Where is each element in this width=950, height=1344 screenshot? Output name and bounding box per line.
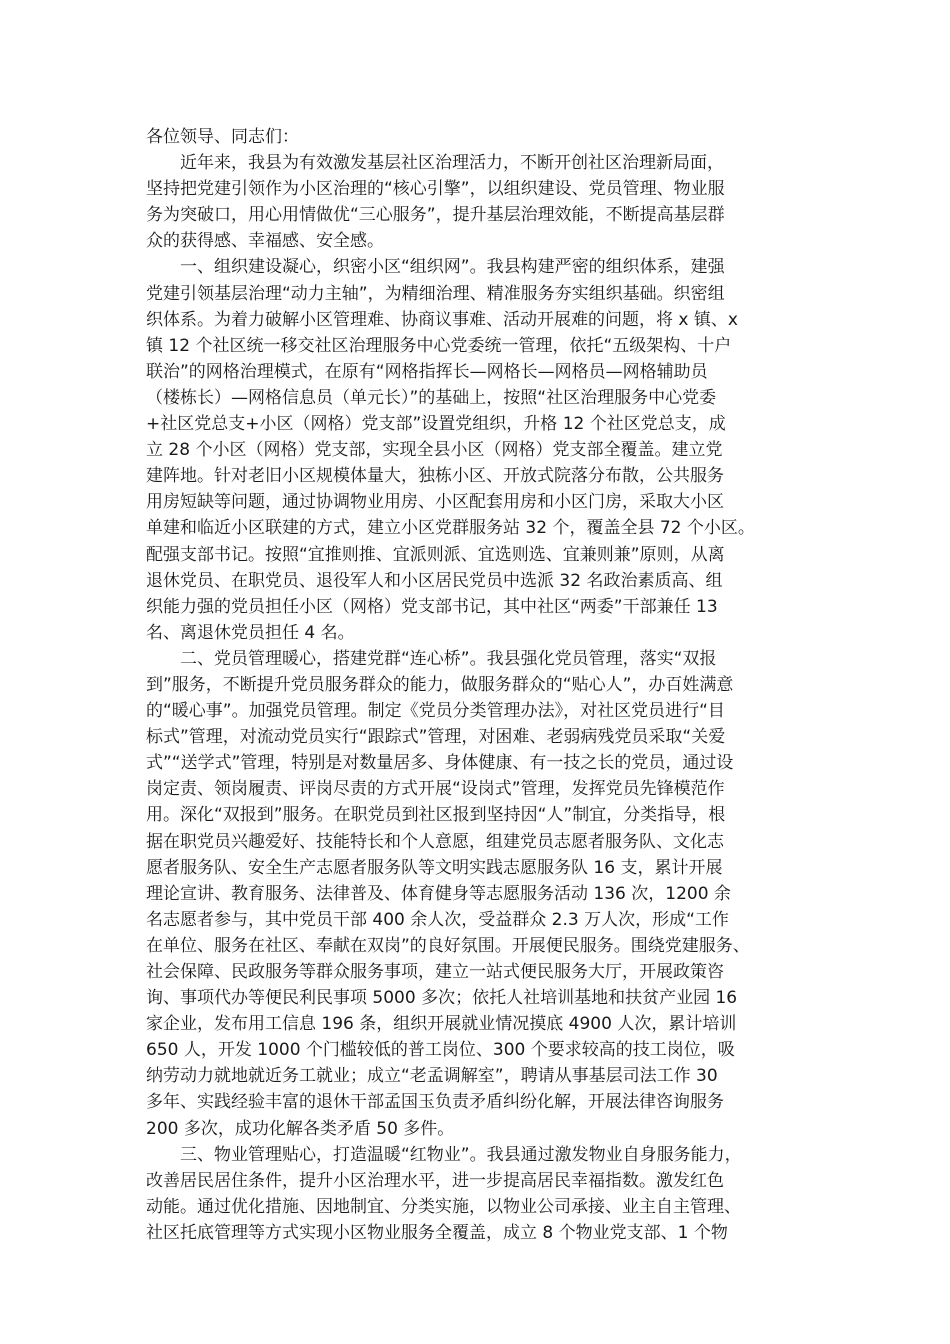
text-line: 立 28 个小区（网格）党支部，实现全县小区（网格）党支部全覆盖。建立党 (146, 440, 723, 461)
text-line: 织体系。为着力破解小区管理难、协商议事难、活动开展难的问题，将 x 镇、x (146, 309, 738, 330)
text-line: 单建和临近小区联建的方式，建立小区党群服务站 32 个，覆盖全县 72 个小区。 (146, 518, 755, 539)
text-line: 一、组织建设凝心，织密小区“组织网”。我县构建严密的组织体系，建强 (180, 257, 725, 278)
document-body (146, 124, 826, 1246)
text-line: 岗定责、领岗履责、评岗尽责的方式开展“设岗式”管理，发挥党员先锋模范作 (146, 779, 725, 800)
text-line: 式”“送学式”管理，特别是对数量居多、身体健康、有一技之长的党员，通过设 (146, 753, 734, 774)
text-line: 二、党员管理暖心，搭建党群“连心桥”。我县强化党员管理，落实“双报 (180, 648, 717, 669)
paragraph-property (146, 1142, 826, 1246)
text-line: 建阵地。针对老旧小区规模体量大，独栋小区、开放式院落分布散，公共服务 (146, 466, 724, 487)
salutation: 各位领导、同志们： (146, 127, 299, 147)
text-line: 镇 12 个社区统一移交社区治理服务中心党委统一管理，依托“五级架构、十户 (146, 335, 732, 356)
text-line: 社区托底管理等方式实现小区物业服务全覆盖，成立 8 个物业党支部、1 个物 (146, 1222, 728, 1243)
text-line: 改善居民居住条件，提升小区治理水平，进一步提高居民幸福指数。激发红色 (146, 1170, 724, 1191)
text-line: 用房短缺等问题，通过协调物业用房、小区配套用房和小区门房，采取大小区 (146, 492, 724, 513)
text-line: 众的获得感、幸福感、安全感。 (146, 231, 384, 252)
text-line: 近年来，我县为有效激发基层社区治理活力，不断开创社区治理新局面， (180, 153, 724, 174)
text-line: +社区党总支+小区（网格）党支部”设置党组织，升格 12 个社区党总支，成 (146, 414, 726, 435)
text-line: 纳劳动力就地就近务工就业；成立“老孟调解室”，聘请从事基层司法工作 30 (146, 1066, 718, 1087)
text-line: 在单位、服务在社区、奉献在双岗”的良好氛围。开展便民服务。围绕党建服务、 (146, 935, 750, 956)
text-line: 三、物业管理贴心，打造温暖“红物业”。我县通过激发物业自身服务能力， (180, 1144, 742, 1165)
text-line: 党建引领基层治理“动力主轴”，为精细治理、精准服务夯实组织基础。织密组 (146, 283, 725, 304)
text-line: 名、离退休党员担任 4 名。 (146, 622, 355, 643)
text-line: 名志愿者参与，其中党员干部 400 余人次，受益群众 2.3 万人次，形成“工作 (146, 909, 729, 930)
text-line: 织能力强的党员担任小区（网格）党支部书记，其中社区“两委”干部兼任 13 (146, 596, 718, 617)
text-line: 退休党员、在职党员、退役军人和小区居民党员中选派 32 名政治素质高、组 (146, 570, 723, 591)
text-line: （楼栋长）—网格信息员（单元长）”的基础上，按照“社区治理服务中心党委 (146, 387, 717, 408)
text-line: 动能。通过优化措施、因地制宜、分类实施，以物业公司承接、业主自主管理、 (146, 1196, 741, 1217)
text-line: 坚持把党建引领作为小区治理的“核心引擎”，以组织建设、党员管理、物业服 (146, 179, 725, 200)
text-line: 据在职党员兴趣爱好、技能特长和个人意愿，组建党员志愿者服务队、文化志 (146, 831, 724, 852)
text-line: 用。深化“双报到”服务。在职党员到社区报到坚持因“人”制宜，分类指导，根 (146, 805, 726, 826)
text-line: 200 多次，成功化解各类矛盾 50 多件。 (146, 1118, 455, 1139)
paragraph-intro (146, 150, 826, 254)
text-line: 多年、实践经验丰富的退休干部孟国玉负责矛盾纠纷化解，开展法律咨询服务 (146, 1092, 724, 1113)
text-line: 标式”管理，对流动党员实行“跟踪式”管理，对困难、老弱病残党员采取“关爱 (146, 727, 726, 748)
text-line: 到”服务，不断提升党员服务群众的能力，做服务群众的“贴心人”，办百姓满意 (146, 674, 734, 695)
text-line: 联治”的网格治理模式，在原有“网格指挥长—网格长—网格员—网格辅助员 (146, 361, 708, 382)
text-line: 社会保障、民政服务等群众服务事项，建立一站式便民服务大厅，开展政策咨 (146, 962, 724, 982)
text-line: 650 人，开发 1000 个门槛较低的普工岗位、300 个要求较高的技工岗位，吸 (146, 1040, 735, 1061)
text-line: 愿者服务队、安全生产志愿者服务队等文明实践志愿服务队 16 支，累计开展 (146, 857, 723, 878)
text-line: 询、事项代办等便民利民事项 5000 多次；依托人社培训基地和扶贫产业园 16 (146, 988, 738, 1009)
text-line: 家企业，发布用工信息 196 条，组织开展就业情况摸底 4900 人次，累计培训 (146, 1014, 737, 1035)
text-line: 理论宣讲、教育服务、法律普及、体育健身等志愿服务活动 136 次，1200 余 (146, 883, 731, 904)
paragraph-organization (146, 254, 826, 645)
text-line: 配强支部书记。按照“宜推则推、宜派则派、宜选则选、宜兼则兼”原则，从离 (146, 544, 725, 565)
text-line: 务为突破口，用心用情做优“三心服务”，提升基层治理效能，不断提高基层群 (146, 205, 725, 226)
text-line: 的“暖心事”。加强党员管理。制定《党员分类管理办法》，对社区党员进行“目 (146, 701, 725, 722)
paragraph-party-members (146, 646, 826, 1142)
